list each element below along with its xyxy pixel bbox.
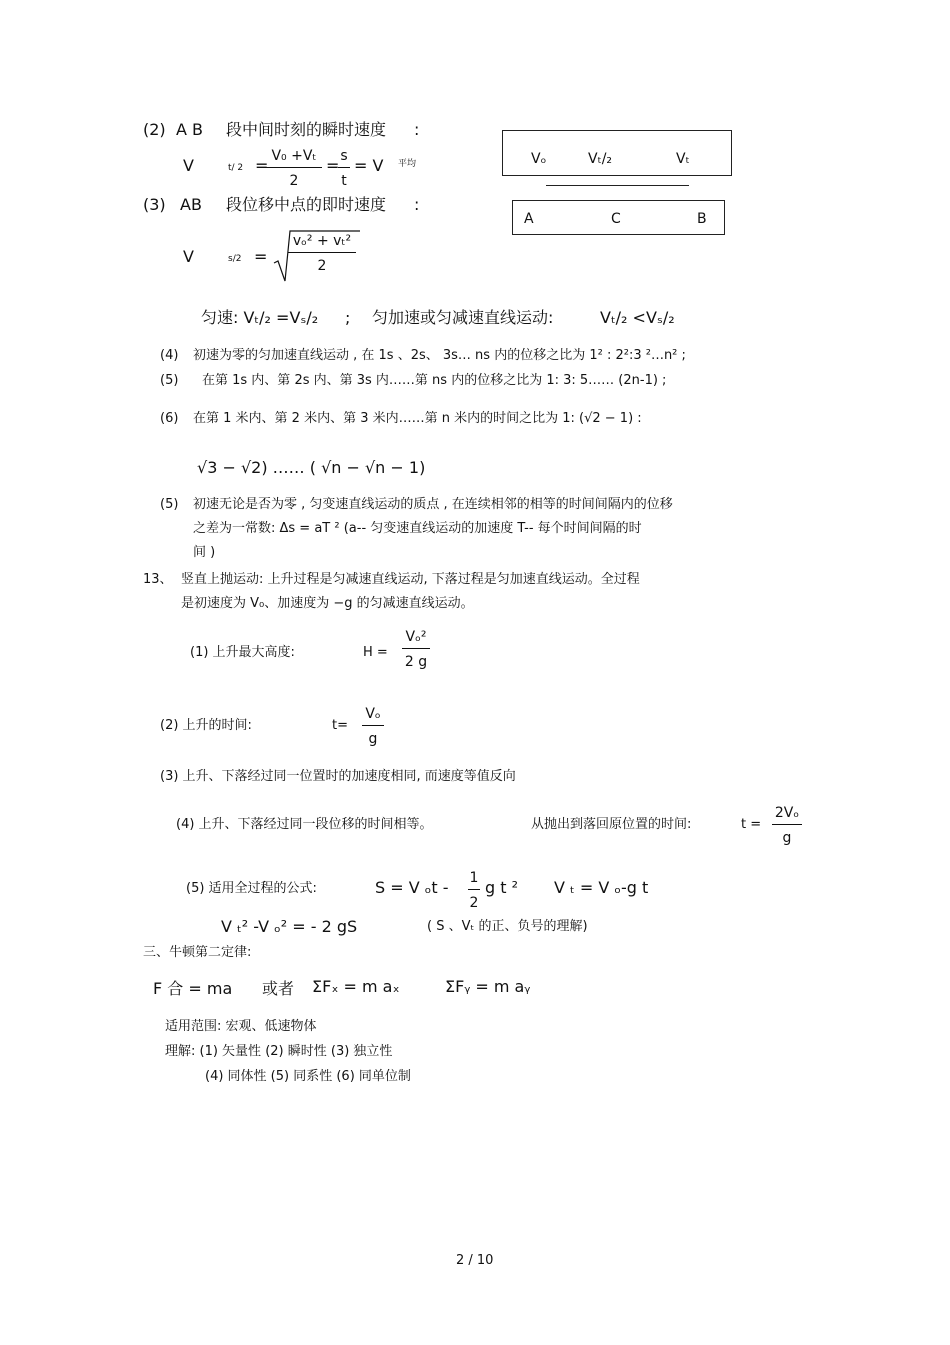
item6-number: (6) (160, 411, 179, 426)
understanding-line1: 理解: (1) 矢量性 (2) 瞬时性 (3) 独立性 (165, 1044, 393, 1059)
newton-section-title: 三、牛顿第二定律: (143, 945, 252, 960)
equals-sign: = (326, 156, 340, 175)
fraction-numerator: vₒ² + vₜ² (292, 233, 352, 249)
diagram-point-c: C (611, 211, 621, 227)
fraction-numerator: Vₒ (365, 706, 381, 722)
newton-formula: F 合 = ma (153, 979, 233, 998)
fraction-denominator: g (368, 731, 378, 747)
fraction-denominator: 2 (289, 173, 299, 189)
velocity-squared-formula: V ₜ² -V ₒ² = - 2 gS (221, 917, 358, 936)
s-over-t-fraction (338, 149, 350, 188)
item5b-number: (5) (160, 497, 179, 512)
fraction-bar (468, 889, 480, 890)
rise-time-eq: t= (332, 718, 348, 733)
rise-time-label: (2) 上升的时间: (160, 718, 252, 733)
item5b-line1: 初速无论是否为零 , 匀变速直线运动的质点 , 在连续相邻的相等的时间间隔内的位移 (193, 497, 673, 512)
whole-process-label: (5) 适用全过程的公式: (186, 881, 317, 896)
fraction-numerator: V₀ +Vₜ (271, 148, 317, 164)
separator: ; (345, 308, 351, 327)
diagram-point-a: A (524, 211, 534, 227)
equals-sign: = (255, 156, 269, 175)
section13-number: 13、 (143, 572, 173, 587)
item2-colon: : (414, 120, 420, 139)
item5b-line3: 间 ) (193, 545, 216, 560)
item3-number: (3) (143, 195, 166, 214)
item4-number: (4) (160, 348, 179, 363)
newton-formula-x: ΣFₓ = m aₓ (312, 977, 400, 996)
fraction-denominator: 2 (469, 895, 479, 911)
fraction-numerator: 2Vₒ (774, 805, 800, 821)
velocity-average-fraction (266, 149, 322, 188)
equals-sign: = (254, 247, 268, 266)
item3-colon: : (414, 195, 420, 214)
section13-line2: 是初速度为 V₀、加速度为 −g 的匀减速直线运动。 (181, 596, 474, 611)
half-fraction (468, 871, 480, 910)
fraction-numerator: s (340, 148, 348, 164)
fraction-denominator: g (782, 830, 792, 846)
fraction-bar (772, 824, 802, 825)
or-label: 或者 (262, 979, 295, 998)
fraction-denominator: 2 (317, 258, 327, 274)
item5b-line2: 之差为一常数: Δs = aT ² (a-- 匀变速直线运动的加速度 T-- 每个时间间隔的时 (193, 521, 642, 536)
item2-title: 段中间时刻的瞬时速度 (226, 120, 387, 139)
diagram-label-v0: Vₒ (531, 151, 547, 167)
fraction-bar (266, 167, 322, 168)
max-height-fraction (402, 630, 430, 669)
max-height-eq: H = (363, 645, 388, 660)
fraction-bar (338, 167, 350, 168)
displacement-formula-tail: g t ² (485, 878, 519, 897)
v-symbol: V (183, 247, 194, 266)
fraction-denominator: t (341, 173, 347, 189)
rise-time-fraction (362, 707, 384, 746)
diagram-label-vt: Vₜ (676, 151, 690, 167)
same-displacement-statement: (4) 上升、下落经过同一段位移的时间相等。 (176, 817, 433, 832)
average-label: 平均 (398, 159, 417, 169)
item5-text: 在第 1s 内、第 2s 内、第 3s 内……第 ns 内的位移之比为 1: 3: 5…… (2n-1) ; (202, 373, 667, 388)
item2-label: A B (176, 120, 204, 139)
accel-label: 匀加速或匀减速直线运动: (372, 308, 554, 327)
diagram-divider (546, 185, 689, 186)
v-symbol: V (183, 156, 194, 175)
displacement-formula: S = V ₒt - (375, 878, 449, 897)
diagram-point-b: B (697, 211, 707, 227)
item6-continuation: √3 − √2) …… ( √n − √n − 1) (197, 458, 426, 477)
uniform-comparison: 匀速: Vₜ/₂ =Vₛ/₂ (201, 308, 319, 327)
item6-text: 在第 1 米内、第 2 米内、第 3 米内……第 n 米内的时间之比为 1: (√2 − 1) : (193, 411, 642, 426)
v-average: = V (354, 156, 384, 175)
item5-number: (5) (160, 373, 179, 388)
diagram-label-vt2: Vₜ/₂ (588, 151, 613, 167)
fraction-bar (288, 252, 356, 253)
fraction-numerator: 1 (469, 870, 479, 886)
understanding-line2: (4) 同体性 (5) 同系性 (6) 同单位制 (205, 1069, 411, 1084)
total-time-fraction (772, 806, 802, 845)
item4-text: 初速为零的匀加速直线运动 , 在 1s 、2s、 3s… ns 内的位移之比为 1² : 2²:3 ²…n² ; (193, 348, 686, 363)
sign-note: ( S 、Vₜ 的正、负号的理解) (427, 919, 588, 934)
max-height-label: (1) 上升最大高度: (190, 645, 295, 660)
item2-number: (2) (143, 120, 166, 139)
fraction-denominator: 2 g (404, 654, 428, 670)
newton-formula-y: ΣFᵧ = m aᵧ (445, 977, 531, 996)
item3-title: 段位移中点的即时速度 (226, 195, 387, 214)
scope-statement: 适用范围: 宏观、低速物体 (165, 1019, 317, 1034)
total-time-eq: t = (741, 817, 762, 832)
page-number: 2 / 10 (456, 1253, 494, 1268)
section13-line1: 竖直上抛运动: 上升过程是匀减速直线运动, 下落过程是匀加速直线运动。全过程 (181, 572, 640, 587)
velocity-formula: V ₜ = V ₒ-g t (554, 878, 649, 897)
velocity-relation: Vₜ/₂ <Vₛ/₂ (600, 308, 675, 327)
total-time-label: 从抛出到落回原位置的时间: (531, 817, 692, 832)
v-subscript: s/2 (228, 254, 242, 264)
same-position-statement: (3) 上升、下落经过同一位置时的加速度相同, 而速度等值反向 (160, 769, 516, 784)
fraction-bar (402, 648, 430, 649)
item3-label: AB (180, 195, 202, 214)
rms-velocity-fraction (288, 234, 356, 273)
fraction-bar (362, 725, 384, 726)
fraction-numerator: Vₒ² (405, 629, 427, 645)
v-subscript: t/ 2 (228, 163, 244, 173)
